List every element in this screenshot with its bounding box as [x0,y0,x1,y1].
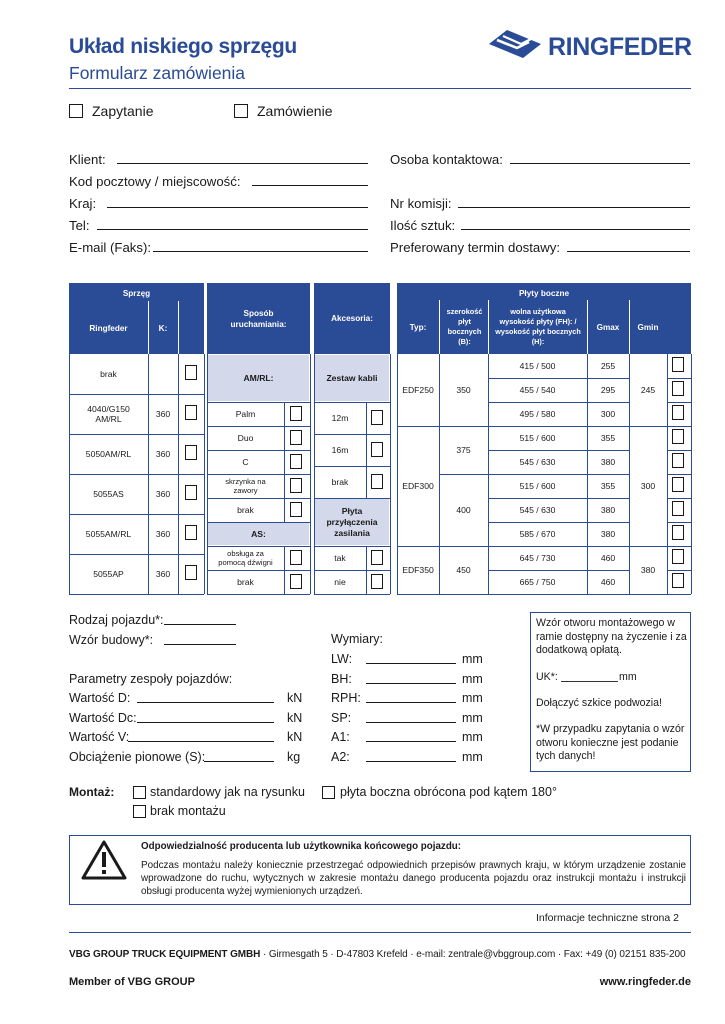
plate-height: 455 / 540 [519,385,556,395]
load-field[interactable] [204,761,274,762]
coupling-row-name: 5055AP [93,569,124,579]
coupling-row-name: brak [100,369,117,379]
note-line2: Dołączyć szkice podwozia! [536,697,662,709]
build-field[interactable] [164,644,236,645]
phone-field[interactable] [97,229,368,230]
plate-gmax: 460 [600,577,616,587]
plate-gmin: 300 [640,481,656,491]
inquiry-label: Zapytanie [92,103,154,119]
grid-line [667,450,691,451]
order-label: Zamówienie [257,103,333,119]
coupling-row-k: 360 [155,529,171,539]
plate-height: 515 / 600 [519,433,556,443]
coupling-row-k: 360 [155,409,171,419]
actuation-option: Duo [237,433,254,443]
sideplates-header: Płyty boczne [518,288,570,298]
coupling-checkbox[interactable] [185,365,197,380]
note-line3: *W przypadku zapytania o wzór otworu konieczne jest podanie tych danych! [536,723,685,762]
plate-checkbox[interactable] [672,573,684,588]
accessory-option: nie [334,577,346,587]
plate-gmax: 255 [600,361,616,371]
coupling-row-k: 360 [155,449,171,459]
accessory-option: brak [331,477,349,487]
plate-type: EDF300 [402,481,434,491]
plate-checkbox[interactable] [672,357,684,372]
actuation-option: obsługa za pomocą dźwigni [218,549,273,567]
note-uk-label: UK*: [536,671,558,683]
dim-field-lw[interactable] [366,663,456,664]
plate-gmax: 295 [600,385,616,395]
actuation-group-as: AS: [208,523,309,545]
actuation-checkbox[interactable] [290,574,302,589]
plate-gmax: 380 [600,529,616,539]
accessory-checkbox[interactable] [371,574,383,589]
postal-field[interactable] [252,185,368,186]
coupling-header: Sprzęg [122,288,151,298]
dim-unit: mm [462,652,483,666]
plate-gmin: 245 [640,385,656,395]
country-label: Kraj: [69,196,97,211]
plate-gmax: 355 [600,481,616,491]
plate-gmax: 380 [600,505,616,515]
header-divider [69,88,691,89]
accessory-option: 12m [331,413,349,423]
grid-line [667,402,691,403]
mounting-none-checkbox[interactable] [133,805,146,818]
plate-checkbox[interactable] [672,381,684,396]
commission-field[interactable] [458,207,690,208]
coupling-checkbox[interactable] [185,485,197,500]
header-divider-v [488,300,489,354]
grid-line [69,594,204,595]
plate-gmax: 460 [600,553,616,563]
vehicle-type-label: Rodzaj pojazdu*: [69,613,164,627]
plate-checkbox[interactable] [672,405,684,420]
plate-width: 400 [456,505,471,515]
coupling-checkbox[interactable] [185,565,197,580]
quantity-label: Ilość sztuk: [390,218,456,233]
grid-line [310,354,311,594]
dim-unit: mm [462,691,483,705]
mounting-hole-note [530,612,691,772]
warning-icon [81,840,127,880]
grid-line [390,354,391,594]
col-gmin: Gmin [637,322,659,332]
d-unit: kN [287,691,303,705]
actuation-header: Sposób uruchamiania: [230,308,287,329]
plate-checkbox[interactable] [672,453,684,468]
load-label: Obciążenie pionowe (S): [69,750,206,764]
client-label: Klient: [69,152,106,167]
dim-field-rph[interactable] [366,702,456,703]
plate-height: 515 / 600 [519,481,556,491]
header-divider-v [178,301,179,354]
plate-gmax: 355 [600,433,616,443]
dim-field-a1[interactable] [366,741,456,742]
plate-type: EDF250 [402,385,434,395]
plate-height: 585 / 670 [519,529,556,539]
note-line1: Wzór otworu montażowego w ramie dostępny na życzenie i za dodatkową opłatą. [536,617,687,656]
plate-gmin: 380 [640,565,656,575]
header-divider-v [148,301,149,354]
contact-field[interactable] [510,163,690,164]
accessory-option: 16m [331,445,349,455]
v-value-label: Wartość V: [69,730,130,744]
plate-checkbox[interactable] [672,501,684,516]
grid-line [667,570,691,571]
actuation-checkbox[interactable] [290,502,302,517]
plate-checkbox[interactable] [672,429,684,444]
dim-field-a2[interactable] [366,761,456,762]
grid-line [667,378,691,379]
d-value-field[interactable] [137,702,274,703]
col-gmax: Gmax [596,322,620,332]
accessory-group-plate: Płyta przyłączenia zasilania [315,499,389,545]
plate-height: 645 / 730 [519,553,556,563]
actuation-group-amrl: AM/RL: [208,355,309,401]
grid-line [667,498,691,499]
plate-height: 415 / 500 [519,361,556,371]
grid-line [691,354,692,594]
actuation-option: skrzynka na zawory [225,477,266,495]
plate-width: 375 [456,445,471,455]
note-uk-unit: mm [619,671,637,683]
grid-line [397,594,691,595]
grid-line [667,474,691,475]
dimensions-title: Wymiary: [331,632,383,646]
header-divider-v [629,300,630,354]
footer-divider [69,932,691,933]
warning-box [69,835,691,905]
commission-label: Nr komisji: [390,196,452,211]
actuation-checkbox[interactable] [290,430,302,445]
vehicle-type-field[interactable] [164,624,236,625]
actuation-checkbox[interactable] [290,478,302,493]
dc-value-field[interactable] [137,722,274,723]
page-subtitle: Formularz zamówienia [69,63,246,83]
footer-member: Member of VBG GROUP [69,976,195,988]
coupling-row-name: 5055AM/RL [85,529,132,539]
mounting-label: Montaż: [69,785,115,799]
grid-line [366,402,367,498]
accessory-checkbox[interactable] [371,442,383,457]
postal-label: Kod pocztowy / miejscowość: [69,174,241,189]
warning-title: Odpowiedzialność producenta lub użytkownika końcowego pojazdu: [141,841,462,852]
contact-label: Osoba kontaktowa: [390,152,503,167]
email-field[interactable] [153,251,368,252]
grid-line [284,402,285,522]
actuation-checkbox[interactable] [290,454,302,469]
dim-unit: mm [462,750,483,764]
order-checkbox[interactable] [234,104,248,118]
plate-checkbox[interactable] [672,549,684,564]
grid-line [314,594,390,595]
mounting-none-label: brak montażu [150,804,226,818]
phone-label: Tel: [69,218,90,233]
d-value-label: Wartość D: [69,691,131,705]
actuation-checkbox[interactable] [290,550,302,565]
col-ringfeder: Ringfeder [89,323,128,333]
footer-web[interactable]: www.ringfeder.de [599,976,691,988]
actuation-option: brak [237,577,254,587]
brand-name: RINGFEDER [548,33,692,61]
coupling-row-k: 360 [155,569,171,579]
dim-unit: mm [462,711,483,725]
accessory-group-cables: Zestaw kabli [315,355,389,401]
actuation-option: brak [237,505,254,515]
note-uk-field[interactable] [561,681,618,682]
params-label: Parametry zespoły pojazdów: [69,672,233,686]
delivery-field[interactable] [567,251,690,252]
plate-height: 545 / 630 [519,505,556,515]
plate-gmax: 380 [600,457,616,467]
col-height: wolna użytkowa wysokość płyty (FH): / wysokość płyt bocznych (H): [495,307,581,346]
coupling-row-name: 5050AM/RL [85,449,132,459]
ringfeder-logo-icon [489,28,541,60]
dim-label-rph: RPH: [331,691,361,705]
coupling-checkbox[interactable] [185,445,197,460]
coupling-checkbox[interactable] [185,405,197,420]
email-label: E-mail (Faks): [69,240,152,255]
plate-height: 545 / 630 [519,457,556,467]
page-title: Układ niskiego sprzęgu [69,35,297,58]
plate-width: 450 [456,565,471,575]
plate-width: 350 [456,385,471,395]
dim-unit: mm [462,672,483,686]
dim-label-lw: LW: [331,652,353,666]
actuation-option: C [242,457,249,467]
v-unit: kN [287,730,303,744]
coupling-row-name: 4040/G150 AM/RL [87,404,130,424]
plate-gmax: 300 [600,409,616,419]
dim-unit: mm [462,730,483,744]
header-divider-v [439,300,440,354]
build-label: Wzór budowy*: [69,633,154,647]
accessory-checkbox[interactable] [371,474,383,489]
info-page: Informacje techniczne strona 2 [536,912,679,924]
grid-line [204,354,205,594]
dim-field-bh[interactable] [366,683,456,684]
dim-field-sp[interactable] [366,722,456,723]
col-width: szerokość płyt bocznych (B): [446,307,483,346]
grid-line [207,594,310,595]
delivery-label: Preferowany termin dostawy: [390,240,561,255]
accessory-checkbox[interactable] [371,550,383,565]
accessory-checkbox[interactable] [371,410,383,425]
dc-value-label: Wartość Dc: [69,711,137,725]
warning-text: Podczas montażu należy koniecznie przestrzegać odpowiednich przepisów prawnych kraju, w którym urządzenie zostanie wprowadzone do ruchu, wytycznych w zakresie montażu danego producenta pojazdu oraz instrukcji montażu i instrukcji obsługi producenta wyżej wymienionych urządzeń. [141,860,686,897]
col-k: K: [158,323,168,333]
plate-height: 665 / 750 [519,577,556,587]
dc-unit: kN [287,711,303,725]
plate-checkbox[interactable] [672,477,684,492]
mounting-rotated-label: płyta boczna obrócona pod kątem 180° [340,785,557,799]
coupling-row-name: 5055AS [93,489,124,499]
country-field[interactable] [107,207,368,208]
footer-address: · Girmesgath 5 · D-47803 Krefeld · e-mail: zentrale@vbggroup.com · Fax: +49 (0) 02151 835-200 [262,949,686,960]
grid-line [667,522,691,523]
header-divider-v [587,300,588,354]
mounting-standard-label: standardowy jak na rysunku [150,785,305,799]
dim-label-a2: A2: [331,750,350,764]
inquiry-checkbox[interactable] [69,104,83,118]
actuation-checkbox[interactable] [290,406,302,421]
coupling-checkbox[interactable] [185,525,197,540]
dim-label-sp: SP: [331,711,352,725]
footer-company: VBG GROUP TRUCK EQUIPMENT GMBH [69,949,261,960]
plate-height: 495 / 580 [519,409,556,419]
dim-label-bh: BH: [331,672,352,686]
dim-label-a1: A1: [331,730,350,744]
actuation-option: Palm [235,409,256,419]
plate-checkbox[interactable] [672,525,684,540]
col-type: Typ: [409,322,427,332]
mounting-standard-checkbox[interactable] [133,786,146,799]
quantity-field[interactable] [461,229,690,230]
footer-address-line [69,949,691,960]
v-value-field[interactable] [128,741,274,742]
plate-type: EDF350 [402,565,434,575]
accessories-header: Akcesoria: [331,314,373,323]
load-unit: kg [287,750,301,764]
coupling-row-k: 360 [155,489,171,499]
accessory-option: tak [334,553,346,563]
mounting-rotated-checkbox[interactable] [322,786,335,799]
client-field[interactable] [117,163,368,164]
